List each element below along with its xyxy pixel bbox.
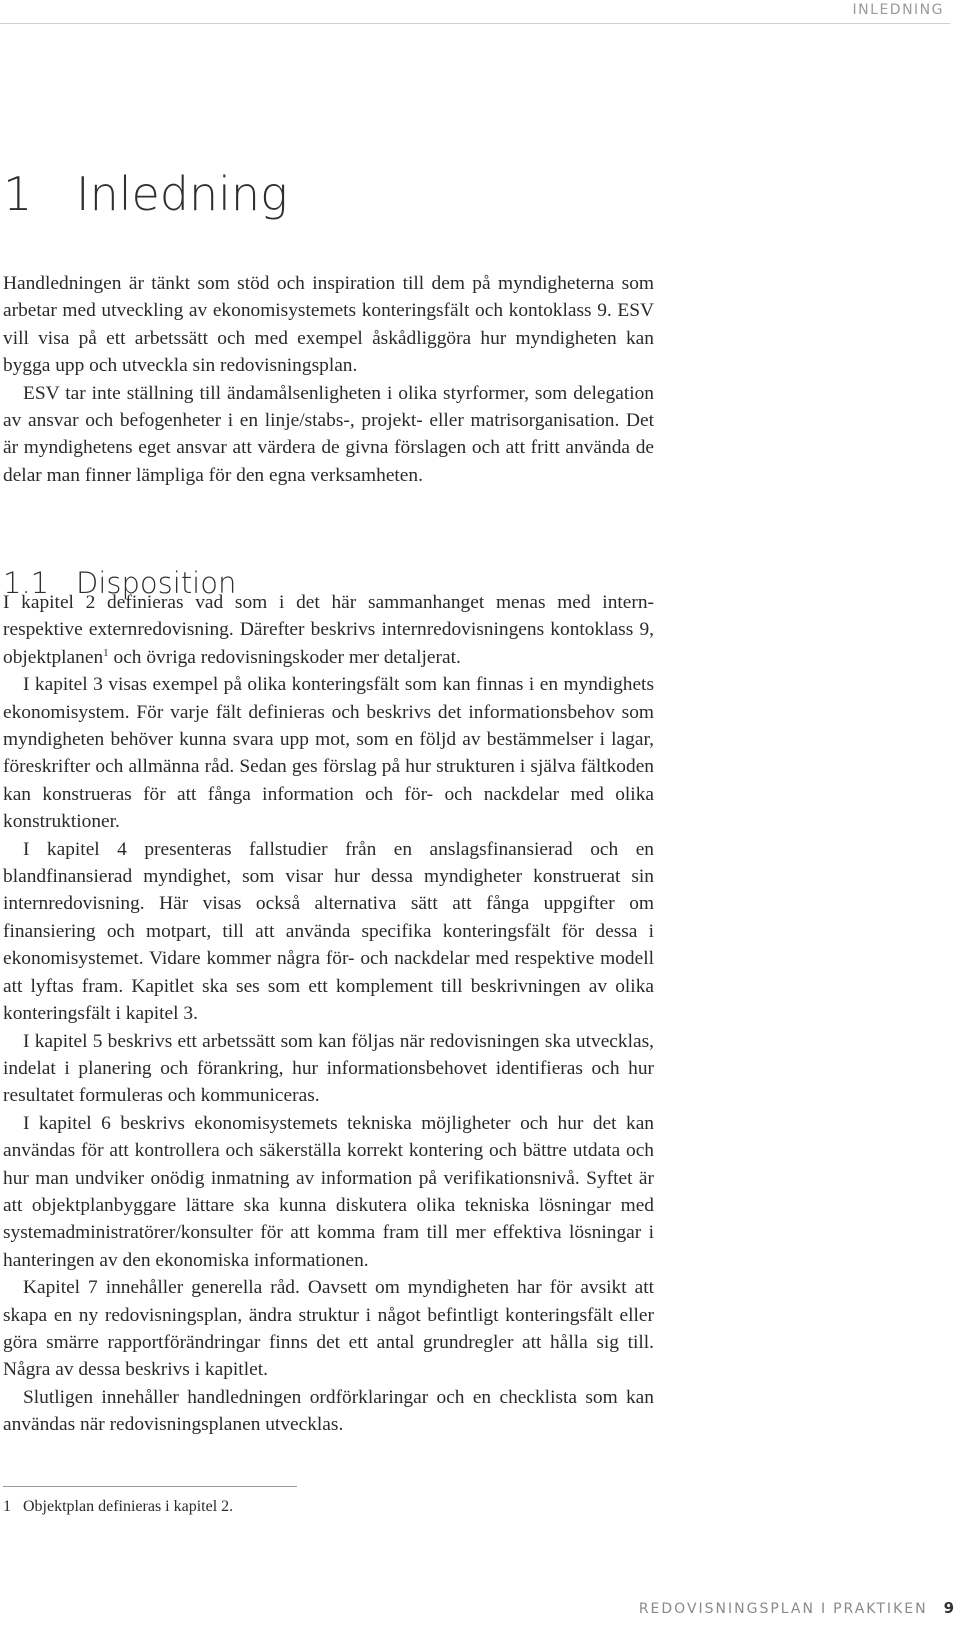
chapter-title <box>3 166 288 222</box>
footnote-divider <box>3 1486 297 1487</box>
running-footer <box>639 1599 954 1617</box>
footnote <box>3 1497 233 1517</box>
running-header <box>0 0 950 24</box>
disposition-paragraph: Slutligen innehåller handledningen ordförklaringar och en checklista som kan användas när redovisningsplanen utvecklas. <box>3 1386 654 1436</box>
chapter-number: 1 <box>3 167 33 221</box>
footer-separator: I <box>820 1601 828 1617</box>
disposition-paragraph: I kapitel 6 beskrivs ekonomisystemets tekniska möjligheter och hur det kan användas för att kontrollera och säkerställa korrekt kontering och bättre utdata och hur man undviker onödig inmatning av information på verifikationsnivå. Syftet är att objektplanbyggare lättare ska kunna diskutera olika tekniska lösningar med systemadministratörer/konsulter för att komma fram till mer effektiva lösningar i hanteringen av den ekonomiska informationen. <box>3 1112 654 1271</box>
disposition-paragraph: Kapitel 7 innehåller generella råd. Oavsett om myndigheten har för avsikt att skapa en ny redovisningsplan, ändra struktur i något befintligt konteringsfält eller göra smärre rapportförändringar finns det ett antal grundregler att hålla sig till. Några av dessa beskrivs i kapitlet. <box>3 1277 654 1381</box>
page-number: 9 <box>943 1599 954 1617</box>
footer-publication-title: REDOVISNINGSPLAN <box>638 1601 815 1617</box>
chapter-title-text: Inledning <box>76 167 288 221</box>
disposition-text <box>3 589 654 1439</box>
footnote-reference[interactable]: 1 <box>103 646 109 659</box>
disposition-text-part: I kapitel 2 definieras vad som i det här sammanhanget menas med intern- respektive externredovisning. Därefter beskrivs internredovisningens kontoklass 9, objektplanen <box>3 592 654 668</box>
footnote-text: Objektplan definieras i kapitel 2. <box>23 1498 234 1515</box>
intro-paragraph: ESV tar inte ställning till ändamålsenligheten i olika styrformer, som delegation av ansvar och befogenheter i en linje/stabs-, projekt- eller matrisorganisation. Det är myndighetens eget ansvar att värdera de givna förslagen och att fritt använda de delar man finner lämpliga för den egna verksamheten. <box>3 382 654 486</box>
disposition-paragraph: I kapitel 4 presenteras fallstudier från en anslagsfinansierad och en blandfinansierad myndighet, som visar hur dessa myndigheter konstruerat sin internredovisning. Här visas också alternativa sätt att fånga uppgifter om finansiering och motpart, till att använda specifika konteringsfält för dessa i ekonomisystemet. Vidare kommer några för- och nackdelar med respektive modell att lyftas fram. Kapitlet ska ses som ett komplement till beskrivningen av olika konteringsfält i kapitel 3. <box>3 838 654 1025</box>
disposition-paragraph: I kapitel 3 visas exempel på olika konteringsfält som kan finnas i en myndighets ekonomisystem. För varje fält definieras och beskrivs det informationsbehov som myndigheten behöver kunna svara upp mot, som en följd av bestämmelser i lagar, föreskrifter och allmänna råd. Sedan ges förslag på hur strukturen i själva fältkoden kan konstrueras för att fånga information och för- och nackdelar med olika konstruktioner. <box>3 674 654 833</box>
intro-text <box>3 270 654 489</box>
section-number: 1.1 <box>3 566 50 600</box>
section-title-text: Disposition <box>76 566 237 600</box>
footnote-number: 1 <box>3 1498 11 1515</box>
footer-publication-subtitle: PRAKTIKEN <box>833 1601 928 1617</box>
disposition-paragraph: I kapitel 5 beskrivs ett arbetssätt som kan följas när redovisningen ska utvecklas, indelat i planering och förankring, hur informationsbehovet identifieras och hur resultatet formuleras och kommuniceras. <box>3 1030 654 1107</box>
intro-paragraph: Handledningen är tänkt som stöd och inspiration till dem på myndigheterna som arbetar med utveckling av ekonomisystemets konteringsfält och kontoklass 9. ESV vill visa på ett arbetssätt och med exempel åskådliggöra hur myndigheten kan bygga upp och utveckla sin redovisningsplan. <box>3 273 654 377</box>
running-header-text: INLEDNING <box>852 2 944 18</box>
disposition-paragraph <box>3 589 654 671</box>
disposition-text-part: och övriga redovisningskoder mer detaljerat. <box>108 646 461 668</box>
